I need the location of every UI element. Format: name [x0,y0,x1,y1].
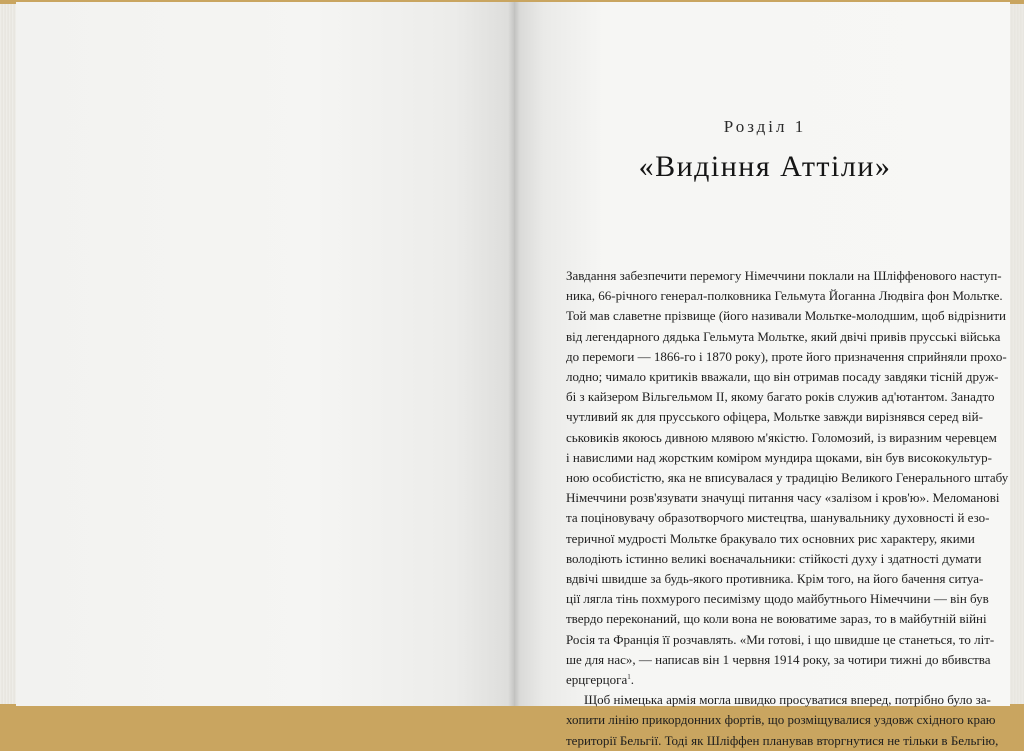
text-line: до перемоги — 1866-го і 1870 року), проте його призначення сприйняли прохо- [566,348,1007,364]
text-line: твердо переконаний, що коли вона не воюватиме зараз, то в майбутній війні [566,611,987,627]
text-line: ції лягла тінь похмурого песимізму щодо майбутнього Німеччини — він був [566,591,989,607]
text-line: ною особистістю, яка не вписувалася у традицію Великого Генерального штабу [566,470,1009,486]
text-line: і навислими над жорстким коміром мундира щоками, він був висококультур- [566,449,992,465]
text-line: володіють істинно великі воєначальники: стійкості духу і здатності думати [566,550,982,566]
text-fragment: . [630,672,634,688]
text-line: лодно; чимало критиків вважали, що він отримав посаду завдяки тісній друж- [566,369,999,385]
chapter-title: «Видіння Аттіли» [638,150,892,183]
text-line: Завдання забезпечити перемогу Німеччини поклали на Шліффенового наступ- [566,268,1002,283]
text-line: ськовиків якоюсь дивною млявою м'якістю. Голомозий, із виразним черевцем [566,429,997,445]
text-line: Росія та Франція її розчавлять. «Ми готові, і що швидше це станеться, то літ- [566,631,995,647]
paragraph-1 [566,266,1009,670]
text-line: теричної мудрості Мольтке бракувало тих основних рис характеру, якими [566,530,975,546]
text-line: Той мав славетне прізвище (його називали Мольтке-молодшим, щоб відрізнити [566,308,1006,324]
body-text [566,266,1009,751]
text-line: Німеччини розв'язувати значущі питання часу «залізом і кров'ю». Меломанові [566,490,1000,506]
text-line: ника, 66-річного генерал-полковника Гельмута Йоганна Людвіга фон Мольтке. [566,288,1003,304]
text-line: території Бельгії. Тоді як Шліффен планував вторгнутися не тільки в Бельгію, [566,732,999,748]
footnote-mark: 1 [627,673,631,682]
right-page-edges [1008,4,1024,704]
text-line: вдвічі швидше за будь-якого противника. Крім того, на його бачення ситуа- [566,571,984,587]
text-fragment: ерцгерцога [566,672,628,688]
text-line: бі з кайзером Вільгельмом II, якому багато років служив ад'ютантом. Занадто [566,389,995,405]
left-page [16,2,514,706]
chapter-label: Розділ 1 [723,117,807,136]
text-line: хопити лінію прикордонних фортів, що розміщувалися уздовж східного краю [566,712,996,728]
text-line: ше для нас», — написав він 1 червня 1914 року, за чотири тижні до вбивства [566,651,991,667]
book-gutter [508,2,520,706]
paragraph-2 [566,690,999,751]
text-line: від легендарного дядька Гельмута Мольтке, який двічі привів прусські війська [566,328,1001,344]
text-line [566,670,964,690]
text-line: чутливий як для прусського офіцера, Мольтке завжди вирізнявся серед вій- [566,409,983,425]
text-line: та поціновувачу образотворчого мистецтва, шанувальнику духовності й езо- [566,510,990,526]
text-line: Щоб німецька армія могла швидко просуватися вперед, потрібно було за- [584,692,991,708]
